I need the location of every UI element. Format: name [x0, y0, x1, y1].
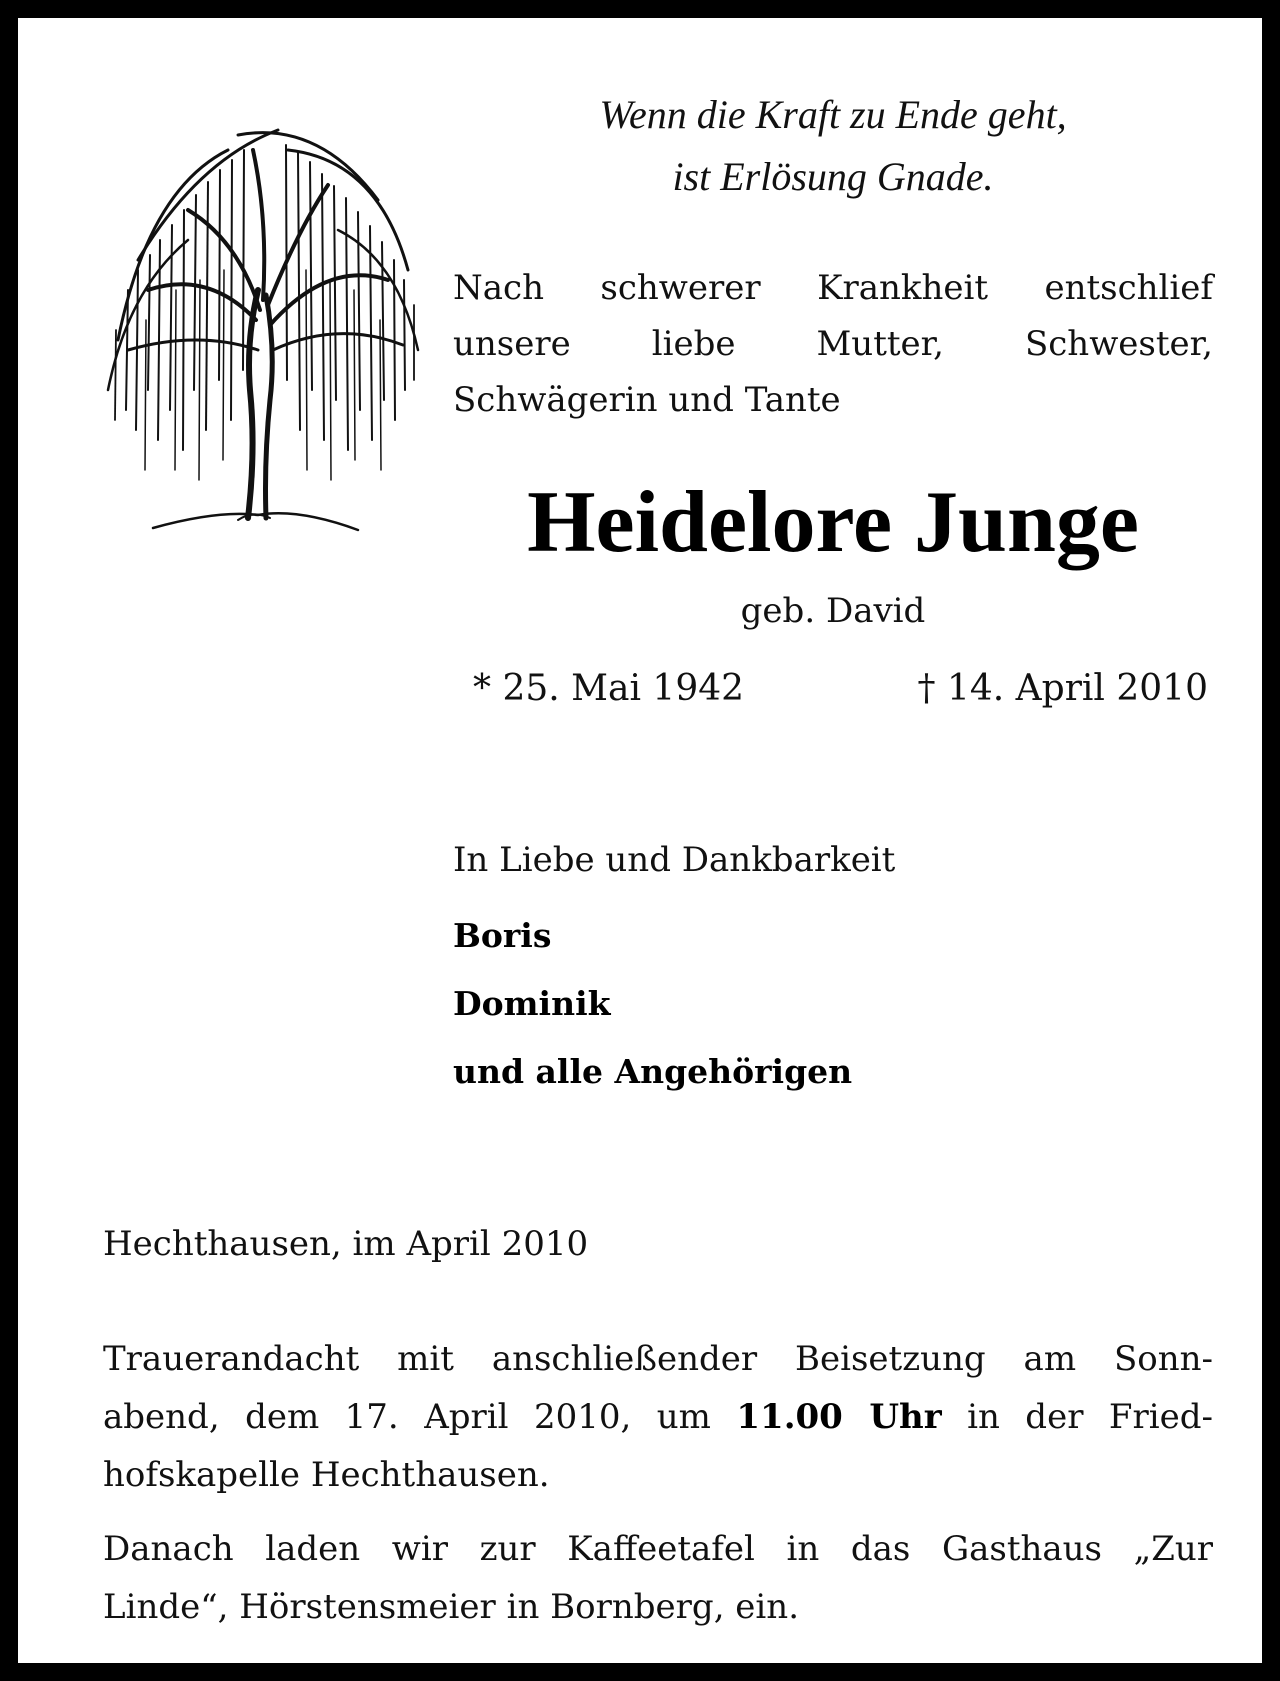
quote-line: ist Erlösung Gnade. — [672, 154, 994, 199]
mourner-name: Boris — [453, 916, 552, 955]
place-and-date: Hechthausen, im April 2010 — [103, 1224, 589, 1264]
service-time: 11.00 Uhr — [736, 1397, 942, 1437]
intro-line: unsere liebe Mutter, Schwester, — [453, 324, 1213, 364]
weeping-willow-icon — [88, 90, 428, 550]
reception-details — [103, 1520, 1213, 1636]
service-line — [103, 1388, 1213, 1446]
service-date-text: abend, dem 17. April 2010, um — [103, 1397, 737, 1437]
announcement-intro — [453, 260, 1213, 428]
quote-line: Wenn die Kraft zu Ende geht, — [599, 92, 1067, 137]
service-line: hofskapelle Hechthausen. — [103, 1455, 550, 1495]
reception-line: Danach laden wir zur Kaffeetafel in das Gasthaus „Zur — [103, 1529, 1213, 1569]
service-details — [103, 1330, 1213, 1504]
death-date: † 14. April 2010 — [917, 668, 1208, 709]
service-location-text: in der Fried- — [941, 1397, 1213, 1437]
mourners-heading: In Liebe und Dankbarkeit — [453, 840, 896, 880]
intro-line: Schwägerin und Tante — [453, 380, 841, 420]
birth-date: * 25. Mai 1942 — [473, 668, 745, 709]
mourner-name: Dominik — [453, 984, 611, 1023]
life-dates — [473, 663, 1208, 715]
mourner-name: und alle Angehörigen — [453, 1052, 853, 1091]
memorial-quote — [448, 84, 1218, 208]
mourners-list — [453, 910, 1213, 1114]
intro-line: Nach schwerer Krankheit entschlief — [453, 268, 1213, 308]
maiden-name: geb. David — [740, 591, 926, 631]
deceased-name: Heidelore Junge — [527, 474, 1139, 571]
reception-line: Linde“, Hörstensmeier in Bornberg, ein. — [103, 1587, 800, 1627]
service-line: Trauerandacht mit anschließender Beisetzung am Sonn- — [103, 1339, 1213, 1379]
